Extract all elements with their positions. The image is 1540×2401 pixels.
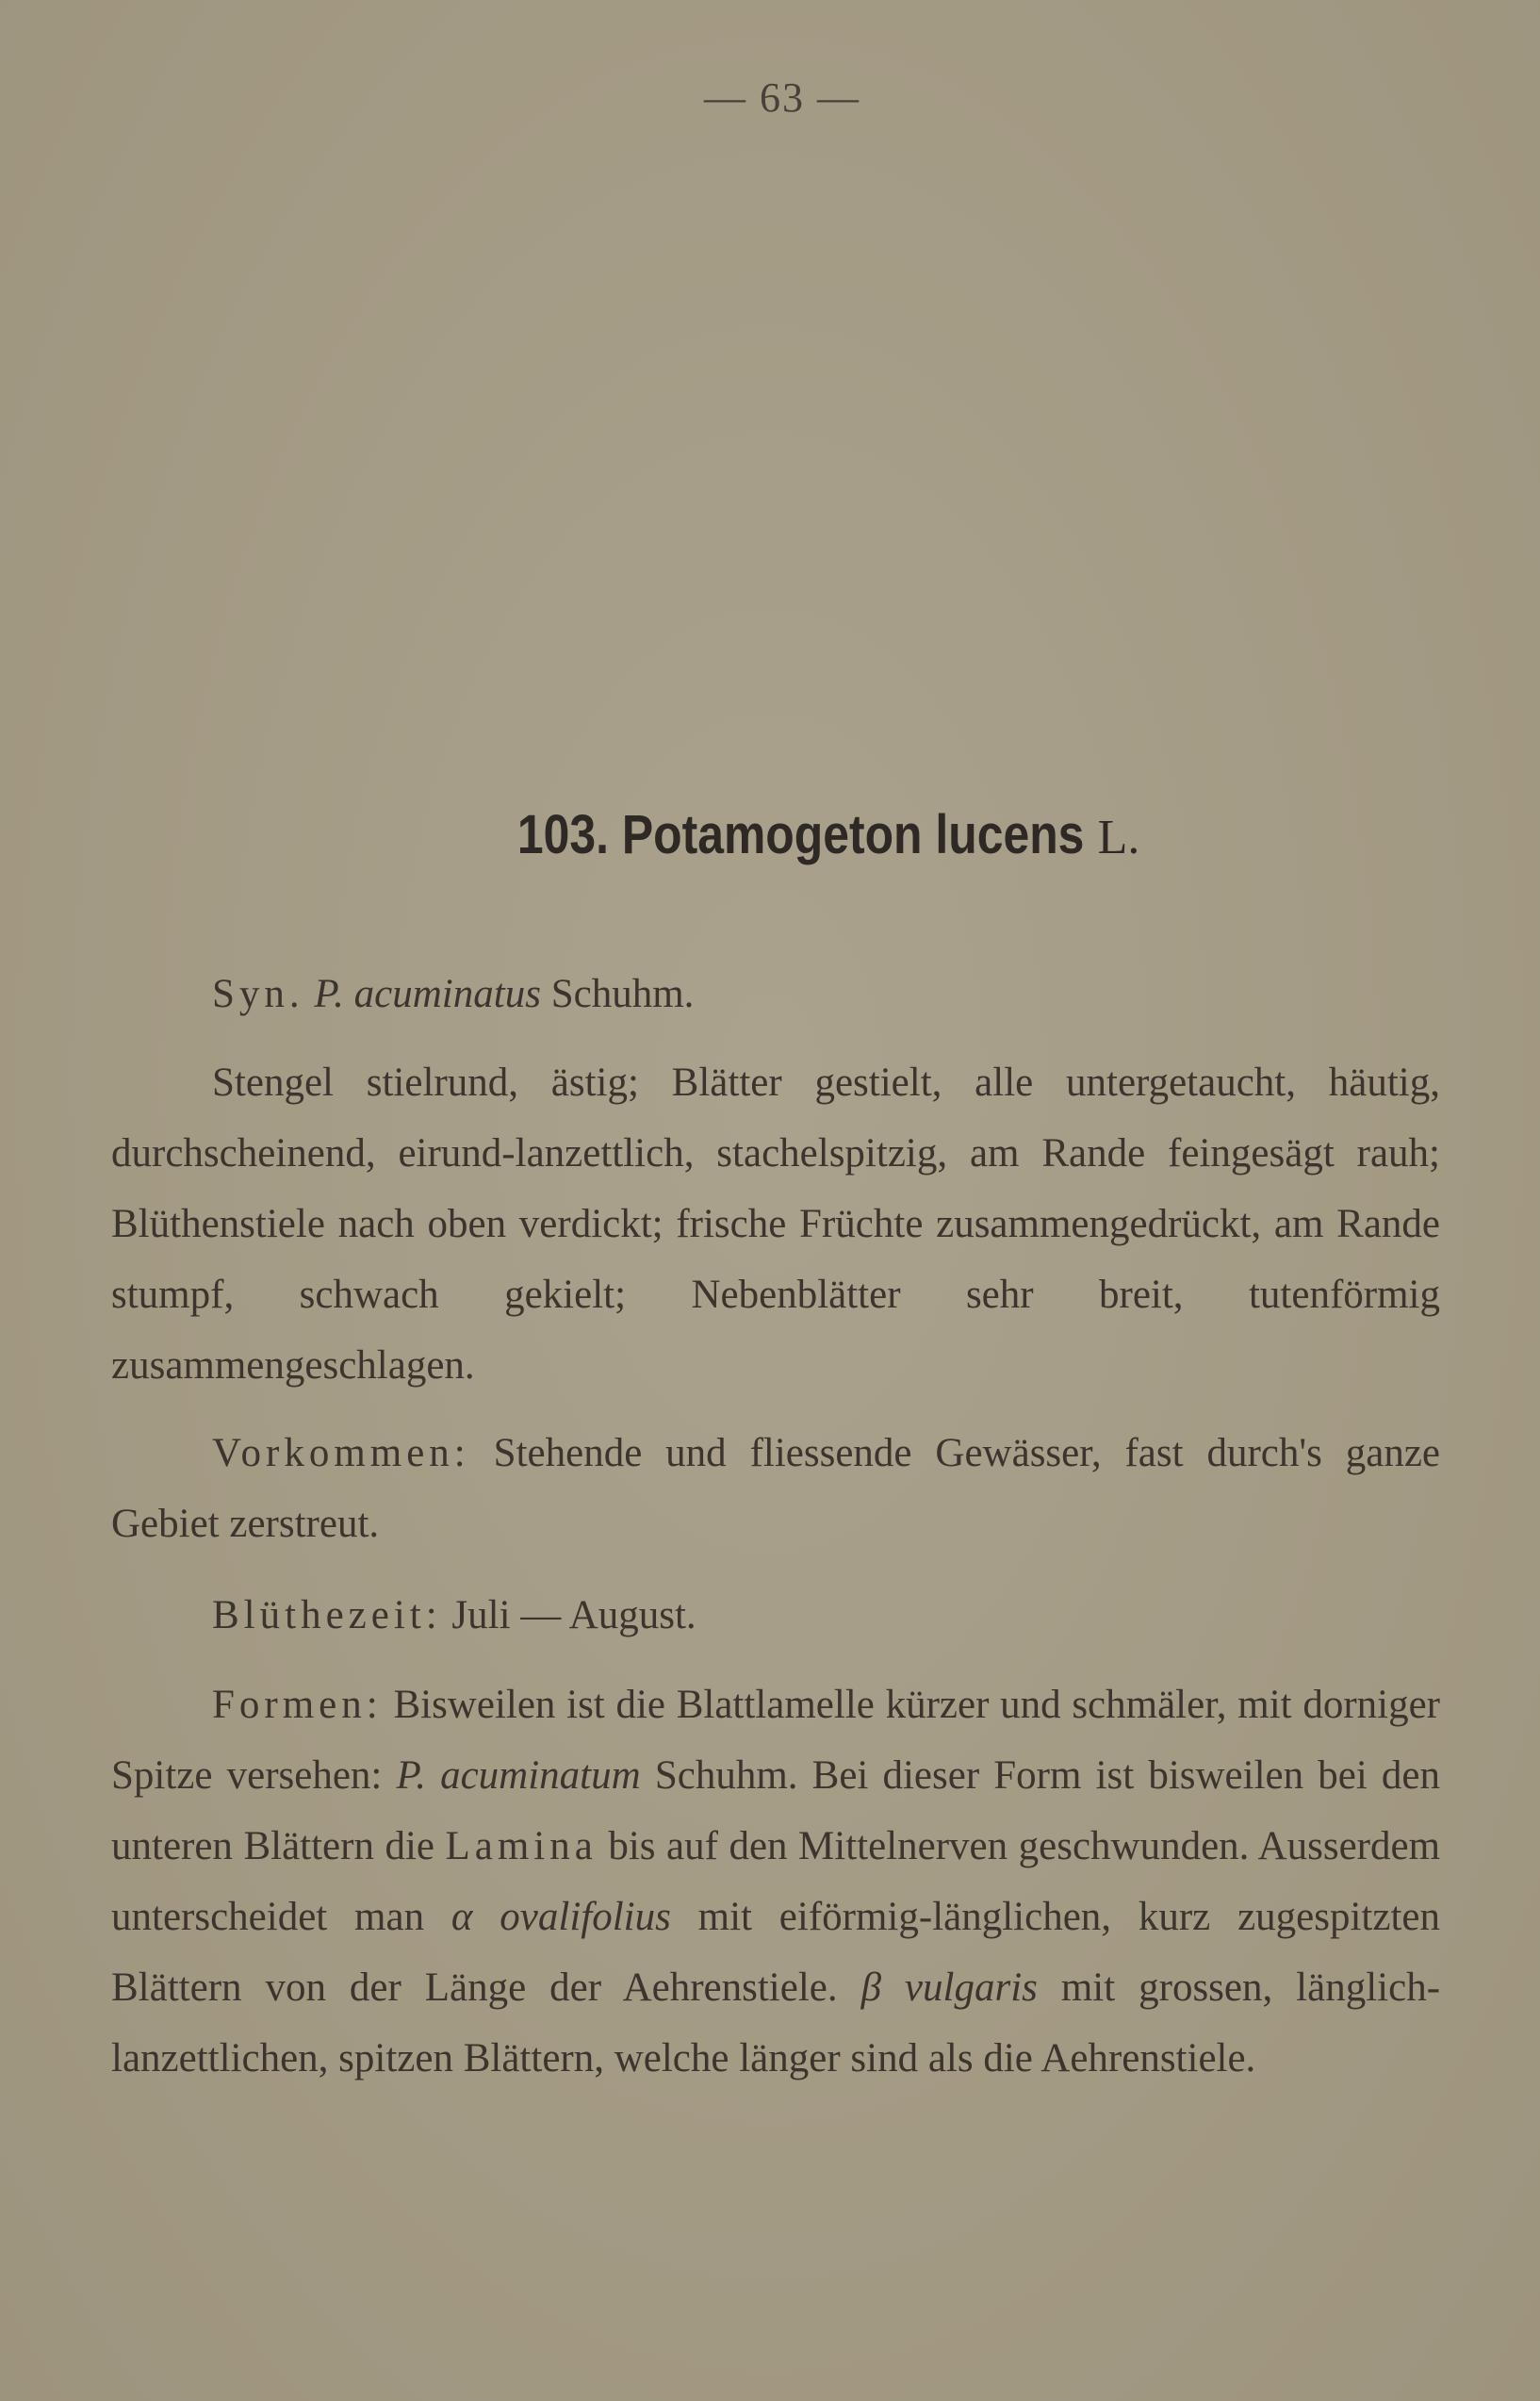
forms-taxon-ovalifolius: α ovalifolius	[451, 1895, 671, 1939]
forms-text-4: mit eiförmig-länglichen, kurz zugespitzten Blättern von der Länge der Aehrenstiele.	[111, 1895, 1440, 2010]
species-name: 103. Potamogeton lucens	[516, 804, 1085, 865]
description-paragraph	[111, 1047, 1440, 1401]
synonym-genus: P.	[314, 972, 344, 1016]
flowering-paragraph	[111, 1580, 1440, 1651]
occurrence-paragraph	[111, 1418, 1440, 1559]
forms-lamina: Lamina	[445, 1824, 598, 1868]
forms-text-2: Schuhm. Bei dieser Form ist bisweilen bei den unteren Blättern die	[111, 1753, 1440, 1868]
forms-taxon-acuminatum: P. acuminatum	[396, 1753, 641, 1798]
occurrence-text: Stehende und fliessende Gewässer, fast durch's ganze Gebiet zerstreut.	[111, 1431, 1441, 1546]
page-number: — 63 —	[704, 74, 860, 121]
forms-taxon-vulgaris: β vulgaris	[860, 1965, 1038, 2010]
occurrence-label: Vorkommen:	[212, 1431, 470, 1475]
species-heading	[0, 803, 1540, 866]
forms-label: Formen:	[212, 1683, 383, 1727]
synonym-label: Syn.	[212, 972, 304, 1016]
forms-text-3: bis auf den Mittelnerven geschwunden. Ausserdem unterscheidet man	[111, 1824, 1441, 1939]
synonym-paragraph	[111, 959, 1440, 1029]
synonym-species: acuminatus	[353, 972, 541, 1016]
flowering-label: Blüthezeit:	[212, 1593, 442, 1637]
forms-text-5: mit grossen, länglich-lanzettlichen, spitzen Blättern, welche länger sind als die Aehrenstiele.	[111, 1965, 1441, 2080]
species-author: L.	[1097, 811, 1140, 864]
flowering-text: Juli — August.	[451, 1593, 696, 1637]
forms-paragraph	[111, 1669, 1440, 2094]
forms-text-1: Bisweilen ist die Blattlamelle kürzer und schmäler, mit dorniger Spitze versehen:	[111, 1683, 1441, 1798]
synonym-author: Schuhm.	[550, 972, 695, 1016]
description-text: Stengel stielrund, ästig; Blätter gestielt, alle untergetaucht, häutig, durchscheinend, eirund-lanzettlich, stachelspitzig, am Rande feingesägt rauh; Blüthenstiele nach oben verdickt; frische Früchte zusammengedrückt, am Rande stumpf, schwach gekielt; Nebenblätter sehr breit, tutenförmig zusammengeschlagen.	[111, 1061, 1440, 1388]
